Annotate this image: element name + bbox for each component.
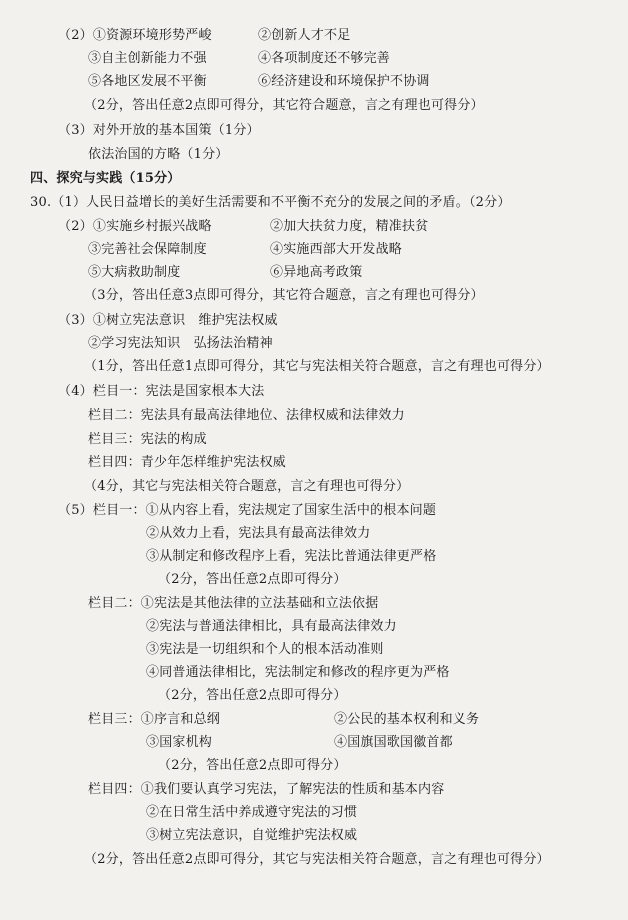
q30-2-item-1: （2）①实施乡村振兴战略 bbox=[58, 219, 212, 234]
q30-5-col1-scoring-note: （2分，答出任意2点即可得分） bbox=[158, 572, 347, 587]
q30-1-answer: 30.（1）人民日益增长的美好生活需要和不平衡不充分的发展之间的矛盾。（2分） bbox=[30, 195, 511, 210]
q30-3-scoring-note: （1分，答出任意1点即可得分，其它与宪法相关符合题意，言之有理也可得分） bbox=[84, 359, 550, 374]
q30-2-item-2: ②加大扶贫力度，精准扶贫 bbox=[270, 219, 429, 234]
q30-5-col3-item-2: ②公民的基本权利和义务 bbox=[334, 712, 480, 727]
q30-2-item-5: ⑤大病救助制度 bbox=[88, 265, 181, 280]
q30-5-col4-item-3: ③树立宪法意识，自觉维护宪法权威 bbox=[146, 828, 358, 843]
q30-5-col2-scoring-note: （2分，答出任意2点即可得分） bbox=[158, 688, 347, 703]
q-2-item-2: ②创新人才不足 bbox=[258, 28, 351, 43]
q30-4-column-3: 栏目三：宪法的构成 bbox=[88, 432, 207, 447]
q-2-item-6: ⑥经济建设和环境保护不协调 bbox=[258, 74, 430, 89]
q-3-line-2: 依法治国的方略（1分） bbox=[88, 147, 229, 162]
q-2-item-4: ④各项制度还不够完善 bbox=[258, 51, 391, 66]
q30-5-col1-item-2: ②从效力上看，宪法具有最高法律效力 bbox=[146, 526, 371, 541]
q30-5-col4-item-1: 栏目四：①我们要认真学习宪法，了解宪法的性质和基本内容 bbox=[88, 782, 445, 797]
q30-5-col1-item-3: ③从制定和修改程序上看，宪法比普通法律更严格 bbox=[146, 549, 437, 564]
q-3-line-1: （3）对外开放的基本国策（1分） bbox=[58, 123, 260, 138]
q30-2-scoring-note: （3分，答出任意3点即可得分，其它符合题意，言之有理也可得分） bbox=[84, 288, 484, 303]
q30-4-scoring-note: （4分，其它与宪法相关符合题意，言之有理也可得分） bbox=[84, 479, 410, 494]
q30-4-column-4: 栏目四：青少年怎样维护宪法权威 bbox=[88, 455, 287, 470]
q30-5-col2-item-3: ③宪法是一切组织和个人的根本活动准则 bbox=[146, 642, 384, 657]
q30-3-item-1: （3）①树立宪法意识 维护宪法权威 bbox=[58, 313, 278, 328]
q30-5-col2-item-4: ④同普通法律相比，宪法制定和修改的程序更为严格 bbox=[146, 665, 450, 680]
q30-2-item-6: ⑥异地高考政策 bbox=[270, 265, 363, 280]
q30-5-col3-item-4: ④国旗国歌国徽首都 bbox=[334, 735, 453, 750]
q30-4-column-1: （4）栏目一：宪法是国家根本大法 bbox=[58, 384, 265, 399]
q30-5-col3-item-3: ③国家机构 bbox=[146, 735, 213, 750]
q30-5-col3-scoring-note: （2分，答出任意2点即可得分） bbox=[158, 758, 347, 773]
section-heading: 四、探究与实践（15分） bbox=[30, 171, 181, 186]
q30-3-item-2: ②学习宪法知识 弘扬法治精神 bbox=[88, 336, 273, 351]
q30-5-col1-item-1: （5）栏目一：①从内容上看，宪法规定了国家生活中的根本问题 bbox=[58, 503, 437, 518]
q30-5-final-scoring-note: （2分，答出任意2点即可得分，其它与宪法相关符合题意，言之有理也可得分） bbox=[84, 852, 550, 867]
q30-5-col3-item-1: 栏目三：①序言和总纲 bbox=[88, 712, 221, 727]
q-2-item-1: （2）①资源环境形势严峻 bbox=[58, 28, 212, 43]
q30-2-item-4: ④实施西部大开发战略 bbox=[270, 242, 403, 257]
q30-2-item-3: ③完善社会保障制度 bbox=[88, 242, 207, 257]
q30-5-col4-item-2: ②在日常生活中养成遵守宪法的习惯 bbox=[146, 805, 358, 820]
q30-5-col2-item-1: 栏目二：①宪法是其他法律的立法基础和立法依据 bbox=[88, 596, 379, 611]
q-2-item-5: ⑤各地区发展不平衡 bbox=[88, 74, 207, 89]
q30-4-column-2: 栏目二：宪法具有最高法律地位、法律权威和法律效力 bbox=[88, 408, 405, 423]
q-2-item-3: ③自主创新能力不强 bbox=[88, 51, 207, 66]
q30-5-col2-item-2: ②宪法与普通法律相比，具有最高法律效力 bbox=[146, 619, 397, 634]
q-2-scoring-note: （2分，答出任意2点即可得分，其它符合题意，言之有理也可得分） bbox=[84, 98, 484, 113]
